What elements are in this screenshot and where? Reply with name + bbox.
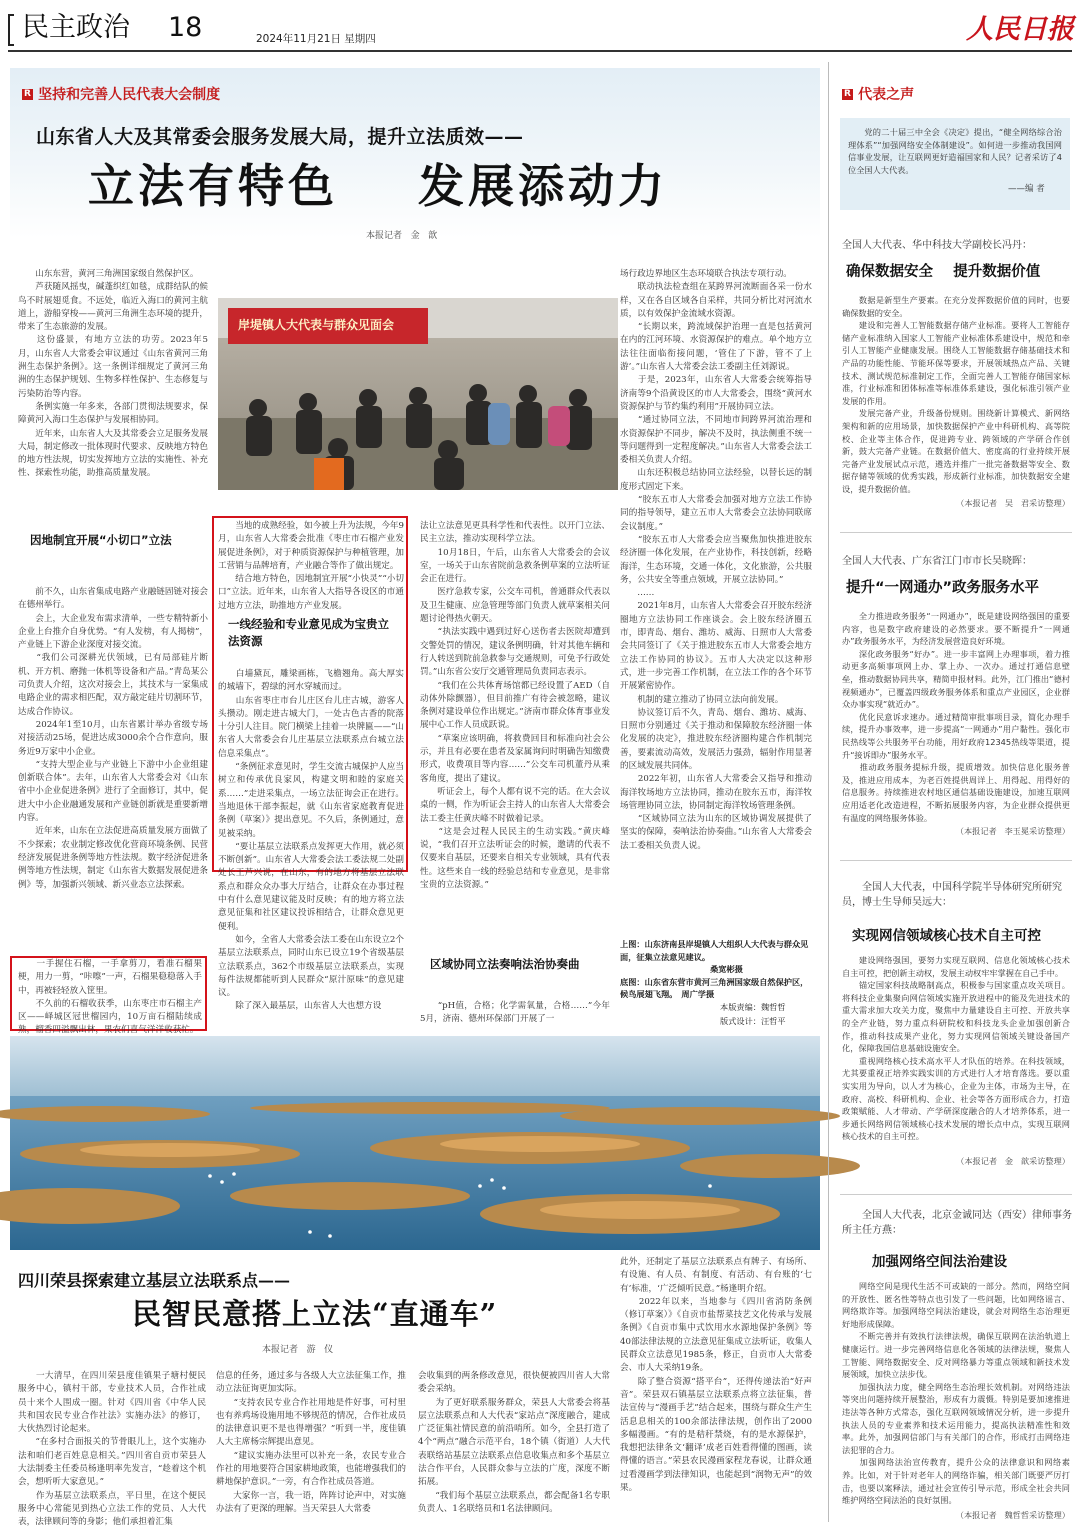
item-speaker: 全国人大代表，北京金诚同达（西安）律师事务所主任方燕：	[842, 1210, 1072, 1236]
top-col3b-text: “pH值，合格；化学需氧量，合格……”今年5月，济南、德州环保部门开展了一	[420, 1001, 610, 1025]
sidebar-divider-3	[840, 1194, 1072, 1195]
sidebar-column-label	[842, 84, 914, 104]
sidebar-intro-sign: ——编 者	[1008, 184, 1045, 194]
sidebar-item-3	[840, 880, 1072, 1200]
item-speaker: 全国人大代表、华中科技大学副校长冯丹：	[842, 240, 1032, 251]
page-designer: 版式设计：汪哲平	[720, 1016, 786, 1026]
sidebar-item-2	[840, 552, 1072, 852]
item-title: 实现网信领域核心技术自主可控	[852, 928, 1041, 944]
item-credit: （本报记者 吴 君采访整理）	[956, 498, 1070, 508]
item-credit: （本报记者 金 歆采访整理）	[956, 1156, 1070, 1166]
wetland-photo-graphic	[10, 1036, 820, 1250]
column-label	[22, 84, 220, 104]
wetland-photo	[10, 1036, 820, 1250]
bottom-article-headline: 民智民意搭上立法“直通车”	[132, 1297, 498, 1331]
item-speaker: 全国人大代表、广东省江门市市长吴晓晖：	[842, 556, 1032, 567]
section-name: 民主政治	[22, 12, 130, 43]
item-body: 数据是新型生产要素。在充分发挥数据价值的同时，也要确保数据的安全。 建设和完善人工智能数据存储产业标准。要将人工智能存储产业标准纳入国家人工智能产业标准体系建设中，规范和牵引人工智能产业健康发展。围绕人工智能数据存储基础技术和产品的功能性能、节能环保等要求，开展领域热点产品、关键技术、测试规范标准制定工作，全面完善人工智能存储国家标准，行业标准和团体标准等标准体系建设，强化标准引领产业发展的作用。 发展完备产业，升级备份规则。围绕新计算模式、新网络架构和新的应用场景，加快数据保护产业中科研机构、高等院校、企业等主体合作，促进跨专业、跨领域的产学研合作创新，鼓大完备产业链。在数据价值大、密度高的行业持续开展完备产业发展试点示范，遴选并推广一批完备数据等安全、数据存储等领域的优秀实践，形成新行业标准，加快数据安全建设，提升数据价值。	[842, 295, 1070, 494]
item-speaker: 全国人大代表，中国科学院半导体研究所研究员，博士生导师吴远大：	[842, 882, 1062, 908]
top-photo-meeting	[218, 298, 618, 490]
bottom-col2-text: 信息的任务，通过多与各级人大立法征集工作，推动立法征询更加实际。 “支持农民专业合作社用地是件好事，可村里也有养鸡场设施用地不够规范的情况，合作社成员的法律意识更不是也得增强？”听到一半，度佳镇人大主席杨宗辉提出意见。 “建议实施办法里可以补充一条，农民专业合作社的用地要符合国家耕地政策，也能增强我们的耕地保护意识。”一旁，有合作社成员答道。 大家你一言，我一语，阵阵讨论声中，对实施办法有了更深的理解。当天荣县人大常委	[216, 1371, 406, 1514]
photo-caption: 上图：山东济南县岸堤镇人大组织人大代表与群众见面，征集立法意见建议。 桑宽彬摄 底图：山东省东营市黄河三角洲国家级自然保护区，候鸟展翅飞翔。 周广学摄	[620, 939, 809, 999]
sidebar-intro-text: 党的二十届三中全会《决定》提出，“健全网络综合治理体系”“加强网络安全体制建设”。如何进一步推动我国网信事业发展，让互联网更好造福国家和人民？记者采访了4位全国人大代表。	[848, 127, 1062, 175]
page-editor: 本版责编：魏哲哲	[720, 1002, 786, 1012]
item-credit: （本报记者 魏哲哲采访整理）	[955, 1510, 1070, 1520]
item-title: 提升“一网通办”政务服务水平	[846, 580, 1040, 596]
bottom-col4-text: 此外，还制定了基层立法联系点有牌子、有场所、有设施、有人员、有制度、有活动、有台账的‘七有’标准，‘广泛倾听民意。”杨逢明介绍。 2022年以来，当地参与《四川省消防条例（修订草案）》《自贡市盐帮菜技艺文化传承与发展条例》《自贡市集中式饮用水水源地保护条例》等40部法律法规的立法意见征集成立法听证，收集人民群众立法意见1985条，修正，自贡市人大常委会、市人大采纳19条。 除了整合资源“搭平台”，还得传递法治“好声音”。荣县双石镇基层立法联系点将立法征集，普法宣传与“漫画手艺”结合起来，围绕与群众生产生活息息相关的100余部法律法规，创作出了2000多幅漫画。“有的是秸秆禁烧，有的是水源保护，我想把法律条文‘翻译’成老百姓看得懂的图画，读得懂的语言。”荣县农民漫画家程龙春说，让群众通过看漫画学到法律知识，也能起到“润物无声”的效果。	[620, 1257, 812, 1494]
header-rule	[8, 50, 1072, 52]
item-body: 网络空间是现代生活不可或缺的一部分。然而，网络空间的开放性、匿名性等特点也引发了一些问题，比如网络谣言、网络欺诈等。加强网络空间法治建设，就会对网络生态治理更好地形成保障。 不断完善并有效执行法律法规，确保互联网在法治轨道上健康运行。进一步完善网络信息化各领域的法律法规，聚焦人工智能、网络数据安全、反对网络暴力等重点领域和新技术发展领域，加快立法步伐。 加强执法力度，健全网络生态治理长效机制。对网络违法等突出问题持续开展整治，形成有力震慑。特别是要加速推进违法等各种方式常态，强化互联网领域情况分析，进一步提升执法人员的专业素养和技术运用能力，提高执法精准性和效率。此外，加强网信部门与有关部门的合作，形成打击网络违法犯罪的合力。 加强网络法治宣传教育，提升公众的法律意识和网络素养。比如，对于针对老年人的网络诈骗，相关部门既要严厉打击，也要以案释法，通过社会宣传引导示范，形成全社会共同维护网络空间法治的良好氛围。	[842, 1281, 1070, 1506]
bottom-article-byline: 本报记者 游 仪	[262, 1345, 334, 1355]
top-col3-text: 法让立法意见更具科学性和代表性。以开门立法、民主立法，推动实现科学立法。 10月18日，午后，山东省人大常委会的会议室，一场关于山东省院前急救条例草案的立法听证会正在进行。 医疗急救专家，公交车司机，普通群众代表以及卫生健康、应急管理等部门负责人就草案相关问题讨论得热火朝天。 “执法实践中遇到过好心送伤者去医院却遭到交警处罚的情况，建议条例明确，针对其他车辆和行人转送到院前急救参与交通规则，可免予行政处罚。”山东省公安厅交通管理局负责同志表示。 “我们在公共体育场馆都已经设置了AED（自动体外除颤器），但目前推广有待会被忽略，建议条例对建设单位作出规定。”济南市群众体育事业发展中心工作人员成跃说。 “草案应该明确，将救费回目和标准向社会公示，并且有必要在患者及家属询问时明确告知缴费形式，收费项目等内容……”公交车司机董丹从乘客角度，提出了建议。 听证会上，每个人都有说不完的话。在大会议桌的一侧，作为听证会主持人的山东省人大常委会法工委主任黄庆峰不时做着记录。 “这是会过程人民民主的生动实践。”黄庆峰说，“我们召开立法听证会的时候，邀请的代表不仅要来自基层，还要来自相关专业领域，具有代表性。这些来自一线的经验总结和专业意见，是非常宝贵的立法资源。”	[420, 521, 610, 891]
bottom-col1-text: 一大清早，在四川荣县度佳镇果子塘村便民服务中心，镇村干部，专业技术人员，合作社成员十来个人围成一圈。针对《四川省《中华人民共和国农民专业合作社法》实施办法》的修订，大伙热烈讨论起来。 “在多村合面报关的节骨眼儿上，这个实施办法和咱们老百姓息息相关。”四川省自贡市荣县人大法制委主任委员杨逢明率先发言，“趁着这个机会，想听听大家意见。” 作为基层立法联系点，平日里，在这个便民服务中心常能见到热心立法工作的党员、人大代表，法律顾问等的身影；他们承担着汇集	[18, 1371, 206, 1528]
top-col4-text: 场行政边界地区生态环境联合执法专项行动。 联动执法检查组在某跨界河流断面各采一份水样，又在各自区域各自采样，共同分析比对河流水质，以有效保护金流域水资源。 “长期以来，跨流域保护治理一直是包括黄河在内的江河环境、水资源保护的难点。单个地方立法往往面临衔接问题，‘管住了下游，管不了上游’。”山东省人大常委会法工委副主任刘源说。 于是，2023年，山东省人大常委会统筹指导济南等9个沿黄设区的市人大常委会，围绕“黄河水资源保护与节约集约利用”开展协同立法。 “通过协同立法，不同地市间跨界河流治理和水资源保护不同步，解决不及时，执法侧重不统一等问题得到一定程度解决。”山东省人大常委会法工委相关负责人介绍。 山东还积极总结协同立法经验，以替长远的制度形式固定下来。 “胶东五市人大常委会加强对地方立法工作协同的指导领导，建立五市人大常委会立法协同联席会议制度。” “胶东五市人大常委会应当聚焦加快推进胶东经济圈一体化发展，在产业协作，科技创新，经略海洋，生态环境，交通一体化，文化旅游，公共服务，公共安全等重点领域，开展立法协同。” …… 2021年8月，山东省人大常委会召开胶东经济圈地方立法协同工作座谈会。会上胶东经济圈五市，即青岛、烟台、潍坊、威海、日照市人大常委会共同签订了《关于推进胶东五市人大常委会地方立法工作协同的协议》。五市人大决定以这种形式，进一步完善工作机制，在立法工作的各个环节开展紧密协作。 机制的建立推动了协同立法向前发展。 协议签订后不久，青岛、烟台、潍坊、威海、日照市分别通过《关于推动和保障胶东经济圈一体化发展的决定》，推进胶东经济圈构建合作机制完善，要素流动高效，发展活力强劲，辐射作用显著的区域发展共同体。 2022年初，山东省人大常委会又指导和推动海洋牧场地方立法协同，推动在胶东五市，海洋牧场管理协同立法，协同制定海洋牧场管理条例。 “区域协同立法为山东的区域协调发展提供了坚实的保障，奏响法治协奏曲。”山东省人大常委会法工委相关负责人说。	[620, 269, 812, 851]
photo-banner-text: 岸堤镇人大代表与群众见面会	[238, 318, 395, 332]
item-title: 确保数据安全 提升数据价值	[846, 264, 1041, 280]
item-credit: （本报记者 李玉冕采访整理）	[955, 826, 1070, 836]
main-sidebar-divider	[828, 62, 829, 1522]
article-headline: 立法有特色 发展添动力	[88, 159, 669, 213]
sidebar-divider-2	[840, 860, 1072, 861]
r-sidebar-icon: R	[842, 89, 853, 100]
sidebar-item-4	[840, 1208, 1072, 1522]
bottom-col3-text: 会收集到的两条修改意见，很快便被四川省人大常委会采纳。 为了更好联系服务群众，荣县人大常委会将基层立法联系点和人大代表“家站点”深度融合，建成广泛征集社情民意的前沿哨所。如今，全县打造了4个“两点”融合示范平台，18个镇（街道）人大代表联络站基层立法联系点信息收集点和多个基层立法合作平台，人民群众参与立法的广度，深度不断拓展。 “我们每个基层立法联系点，都会配备1名专职负责人、1名联络员和1名法律顾问。	[418, 1371, 610, 1514]
sidebar-divider-1	[840, 532, 1072, 533]
subhead-frontline-experience: 一线经验和专业意见成为宝贵立法资源	[228, 617, 389, 648]
top-col1c-text: 一手握住石榴，一手拿剪刀，看准石榴果梗，用力一剪，“咔嚓”一声，石榴果稳稳落入手中，再被轻轻放入筐里。 不久前的石榴收获季，山东枣庄市石榴主产区——峄城区冠世榴园内，10万亩石榴陆续成熟，榴香四溢飘出林，果农们喜气洋洋收获忙。	[18, 959, 202, 1036]
r-column-icon: R	[22, 89, 33, 100]
top-col1-text: 山东东营，黄河三角洲国家级自然保护区。 芦获随风摇曳，碱蓬织红如毯，成群结队的候鸟不时展翅觅食。不远处，临近入海口的黄河主航道上，游船穿梭——黄河三角洲生态环境的提升，带来了生态旅游的发展。 这份盛景，有地方立法的功劳。2023年5月，山东省人大常委会审议通过《山东省黄河三角洲生态保护条例》。这一条例详细规定了黄河三角洲的生态保护规划、生物多样性保护、生态修复与污染防治等内容。 条例实施一年多来，各部门贯彻法规要求，保障黄河入海口生态保护与发展相协同。 近年来，山东省人大及其常委会立足服务发展大局，制定修改一批体现时代要求、反映地方特色的地方性法规，切实发挥地方立法的实施性、补充性、探索性功能，助推高质量发展。	[18, 269, 208, 479]
top-col2b-text: 白墙黛瓦，雕梁画栋，飞檐翘角。高大厚实的城墙下，碧绿的河水穿城而过。 山东省枣庄市台儿庄区台儿庄古城，游客人头攒动。刚走进古城大门，一处古色古香的院落十分引人注目。院门横梁上挂着一块牌匾——“山东省人大常委会台儿庄基层立法联系点台城立法信息采集点”。 “条例征求意见时，学生交流古城保护人应当树立和传承优良家风，构建文明和睦的家庭关系……”走进采集点，一场立法征询会正在进行。当地退休干部李振起，就《山东省家庭教育促进条例（草案）》提出意见。不久后，条例通过，意见被采纳。 “要让基层立法联系点发挥更大作用，就必须不断创新”。山东省人大常委会法工委法规二处副处长王芦兴说，在山东，有的地方将基层立法联系点和群众众办事大厅结合，让群众在办事过程中有什么意见建议能及时反映；有的地方将立法意见征集和社区建议投诉相结合，让群众意见更便利。 如今，全省人大常委会法工委在山东设立2个基层立法联系点，同时山东已设立19个省级基层立法联系点，362个市级基层立法联系点，实现每件法规都能听到人民群众“原汁原味”的意见建议。 除了深入最基层，山东省人大也想方设	[218, 669, 404, 1012]
subhead-regional-coordination: 区域协同立法奏响法治协奏曲	[430, 957, 580, 971]
article-byline: 本报记者 金 歆	[366, 231, 438, 241]
column-label-text: 坚持和完善人民代表大会制度	[38, 87, 221, 103]
item-body: 全力推进政务服务“一网通办”，既是建设网络强国的重要内容，也是数字政府建设的必然要求。要不断提升“一网通办”政务服务水平，为经济发展营造良好环境。 深化政务服务“好办”。进一步丰富网上办理事项，着力推动更多高频事项网上办、掌上办、一次办。通过打通信息壁垒，推动数据协同共享，精简申报材料。此外，江门推出“德村视频通办”，已覆盖四级政务服务体系和重点产业园区，企业群众办事实现“就近办”。 优化民意诉求速办。通过精简审批事项目录，简化办理手续，提升办事效率，进一步提高“一网通办”用户黏性。强化市民热线等公共服务平台功能，用好政府12345热线等渠道，提升“接诉即办”服务水平。 推动政务服务提标升级，提质增效。加快信息化服务普及，推进应用成本，为老百姓提供周详上、用得起、用得好的信息服务。持续推进农村地区通信基础设施建设，加速互联网应用适老化改造进程，不断拓展服务内容，为企业群众提供更有温度的网络服务体验。	[842, 611, 1070, 823]
subhead-small-cut: 因地制宜开展“小切口”立法	[30, 533, 172, 547]
header-left-bracket	[8, 14, 14, 46]
page-number: 18	[168, 12, 203, 43]
item-body: 建设网络强国，要努力实现互联网、信息化领域核心技术自主可控，把创新主动权，发展主动权牢牢掌握在自己手中。 锚定国家科技战略制高点，积极参与国家重点攻关项目。将科技企业集聚向网信领域实施开放进程中的能及先进技术的重大需求加大攻关力度，聚焦中力量建设自主可控、开放共享的全产业链，努力重点科研院校和科技龙头企业加强创新合作，推动科技成果产业化，努力实现网信领域关键设备国产化，保障我国信息基础设施安全。 重视网络核心技术高水平人才队伍的培养。在科技领域，尤其要重视正培养实践实训的方式进行人才培育落选。要以重实实用为导向，以人才为核心，企业为主体，市场为主导，在政府、高校、科研机构、企业、社会等各方面形成合力，打造政策赋能、人才带动、产学研深度融合的人才培养体系，进一步通长网络网信领域核心技术发展的增长点中点，实现互联网核心技术的自主可控。	[842, 955, 1070, 1142]
newspaper-logo: 人民日报	[966, 14, 1074, 45]
article-kicker: 山东省人大及其常委会服务发展大局，提升立法质效——	[36, 126, 524, 148]
sidebar-column-text: 代表之声	[858, 87, 915, 103]
top-col1b-text: 前不久，山东省集成电路产业融链固链对接会在德州举行。 会上，大企业发布需求清单，一些专精特新小企业上台推介自身优势。“有人发榜，有人揭榜”，产业链上下游企业深度对接交流。 “我们公司深耕光伏领域，已有局部硅片断机、开方机、磨抛一体机等设备和产品。”青岛某公司负责人介绍，这次对接会上，其技术与一家集成电路企业的需求相匹配，双方敲定硅片切割环节，达成合作协议。 2024年1至10月，山东省累计举办省级专场对接活动25场，促进达成3000余个合作意向，服务近9万家中小企业。 “支持大型企业与产业链上下游中小企业组建创新联合体”。去年，山东省人大常委会对《山东省中小企业促进条例》进行了全面修订，其中，促进大中小企业融通发展和产业链创新就是重要新增内容。 近年来，山东在立法促进高质量发展方面做了不少探索；农业制定修改优化营商环境条例、民营经济发展促进条例等地方性法规。数字经济促进条例等地方性法规，制定《山东省大数据发展促进条例》等，加强新兴领域、新兴业态立法探索。	[18, 587, 208, 890]
sidebar-item-1	[840, 236, 1072, 526]
item-title: 加强网络空间法治建设	[872, 1254, 1007, 1270]
bottom-article-kicker: 四川荣县探索建立基层立法联系点——	[18, 1271, 291, 1290]
page-header	[0, 0, 1080, 56]
issue-date: 2024年11月21日 星期四	[256, 33, 376, 45]
top-col2-text: 当地的成熟经验，如今被上升为法规，今年9月，山东省人大常委会批准《枣庄市石榴产业发展促进条例》，对于种质资源保护与种植管理，加工营销与品牌培育，产业融合等作了做出规定。 结合地方特色，因地制宜开展“小快灵”“小切口”立法。近年来，山东省人大指导各设区的市通过地方立法，助推地方产业发展。	[218, 521, 404, 611]
